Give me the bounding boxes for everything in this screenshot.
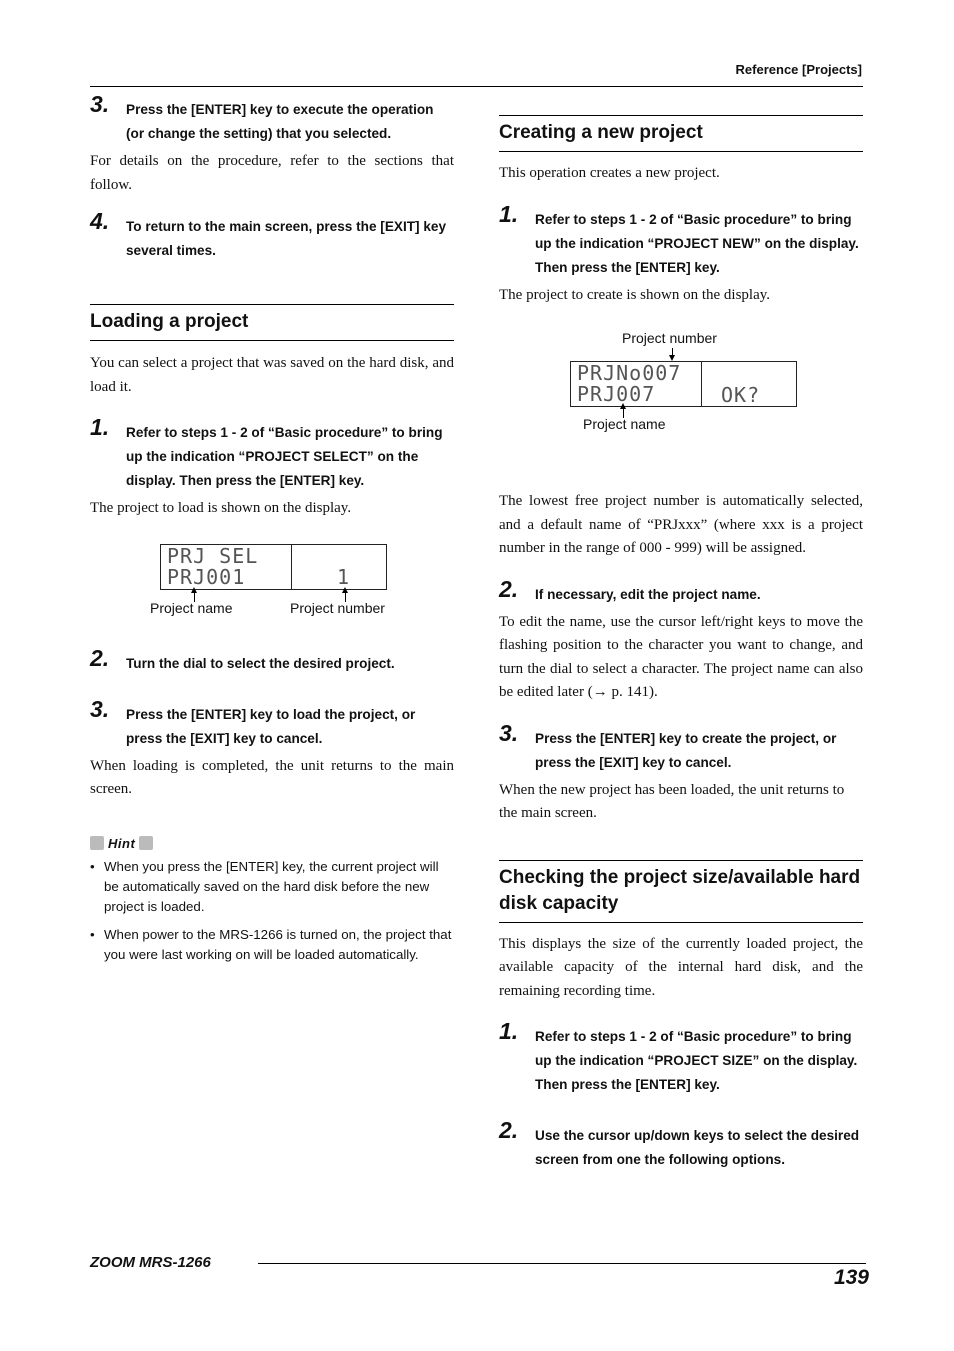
hint-label: Hint [108, 835, 136, 851]
step-number: 3. [90, 695, 110, 722]
page-number: 139 [833, 1266, 869, 1289]
footer-product-name: ZOOM MRS-1266 [90, 1254, 211, 1271]
right-column [499, 115, 863, 1172]
callout-project-number: Project number [622, 330, 717, 346]
step-loading-2 [90, 644, 454, 676]
lcd-line-1: PRJNo007 [577, 361, 682, 385]
step-execute [90, 91, 454, 146]
section-title-loading: Loading a project [90, 304, 454, 341]
lcd-project-number: 1 [337, 564, 351, 589]
callout-project-name: Project name [583, 416, 666, 432]
lcd-display [570, 361, 797, 407]
lcd-ok-prompt: OK? [721, 383, 761, 407]
step-body: The project to load is shown on the display. [90, 500, 352, 516]
step-checking-1 [499, 1018, 863, 1097]
step-number: 3. [499, 719, 519, 746]
left-column [90, 91, 454, 973]
lcd-figure-select [90, 544, 454, 664]
step-text: Press the [ENTER] key to load the project, or press the [EXIT] key to cancel. [126, 706, 416, 746]
step-creating-1 [499, 200, 863, 280]
section-title-checking: Checking the project size/available hard disk capacity [499, 860, 863, 923]
lcd-left-pane [571, 362, 702, 406]
step-number: 4. [90, 208, 110, 234]
callout-project-name: Project name [150, 599, 233, 616]
header-section-label: Reference [Projects] [735, 62, 862, 77]
step-number: 2. [499, 575, 519, 602]
step-number: 1. [90, 414, 110, 440]
step-creating-2 [499, 575, 863, 607]
hint-item: • When power to the MRS-1266 is turned on, the project that you were last working on will be loaded automatically. [90, 925, 454, 965]
step-text: Press the [ENTER] key to execute the operation (or change the setting) that you selected. [126, 102, 434, 141]
hint-item: • When you press the [ENTER] key, the current project will be automatically saved on the hard disk before the new project is loaded. [90, 857, 454, 917]
step-text: Use the cursor up/down keys to select the desired screen from one the following options. [535, 1128, 860, 1167]
step-text: Press the [ENTER] key to create the project, or press the [EXIT] key to cancel. [535, 730, 837, 770]
lcd-display [160, 544, 387, 590]
arrow-down-icon [672, 348, 673, 356]
step-loading-3 [90, 695, 454, 751]
step-body: The project to create is shown on the display. [499, 286, 771, 303]
lcd-line-2: PRJ001 [167, 564, 246, 589]
hint-right-icon [139, 836, 153, 850]
step-return [90, 208, 454, 263]
step-loading-1 [90, 414, 454, 493]
step-text: If necessary, edit the project name. [535, 586, 761, 602]
step-number: 1. [499, 200, 519, 227]
lcd-line-1: PRJ SEL [167, 543, 259, 568]
step-checking-2 [499, 1117, 863, 1172]
step-creating-3 [499, 719, 863, 775]
step-text: Turn the dial to select the desired project. [126, 655, 395, 671]
lcd-left-pane [161, 545, 292, 589]
hint-list [90, 857, 454, 965]
step-text: Refer to steps 1 - 2 of “Basic procedure” to bring up the indication “PROJECT SELECT” on the display. Then press the [ENTER] key. [126, 425, 443, 488]
paragraph-default-name: The lowest free project number is automatically selected, and a default name of “PRJxxx” (where xxx is a project number in the range of 000 - 999) will be assigned. [499, 493, 863, 556]
section-intro: This displays the size of the currently loaded project, the available capacity of the internal hard disk, and the remaining recording time. [499, 935, 863, 999]
step-number: 1. [499, 1018, 519, 1044]
step-body: When the new project has been loaded, the unit returns to the main screen. [499, 781, 845, 821]
step-text: Refer to steps 1 - 2 of “Basic procedure” to bring up the indication “PROJECT NEW” on the display. Then press the [ENTER] key. [535, 211, 859, 275]
step-body: To edit the name, use the cursor left/right keys to move the flashing position to the character you want to change, and turn the dial to select a character. The project name can also be edited later (→ p. 141). [499, 613, 863, 700]
callout-project-number: Project number [290, 599, 385, 616]
footer-rule [258, 1263, 866, 1264]
step-text: To return to the main screen, press the [EXIT] key several times. [126, 219, 447, 258]
hint-header [90, 836, 454, 851]
step-number: 2. [90, 644, 110, 671]
section-intro: You can select a project that was saved on the hard disk, and load it. [90, 355, 454, 395]
step-text: Refer to steps 1 - 2 of “Basic procedure” to bring up the indication “PROJECT SIZE” on the display. Then press the [ENTER] key. [535, 1029, 858, 1092]
header-rule [90, 86, 863, 87]
lcd-figure-new [499, 324, 863, 484]
lcd-line-2: PRJ007 [577, 382, 656, 406]
step-body: For details on the procedure, refer to the sections that follow. [90, 153, 454, 193]
hint-left-icon [90, 836, 104, 850]
step-body: When loading is completed, the unit returns to the main screen. [90, 757, 454, 797]
section-intro: This operation creates a new project. [499, 165, 720, 181]
step-number: 3. [90, 91, 110, 117]
step-number: 2. [499, 1117, 519, 1143]
section-title-creating: Creating a new project [499, 115, 863, 152]
